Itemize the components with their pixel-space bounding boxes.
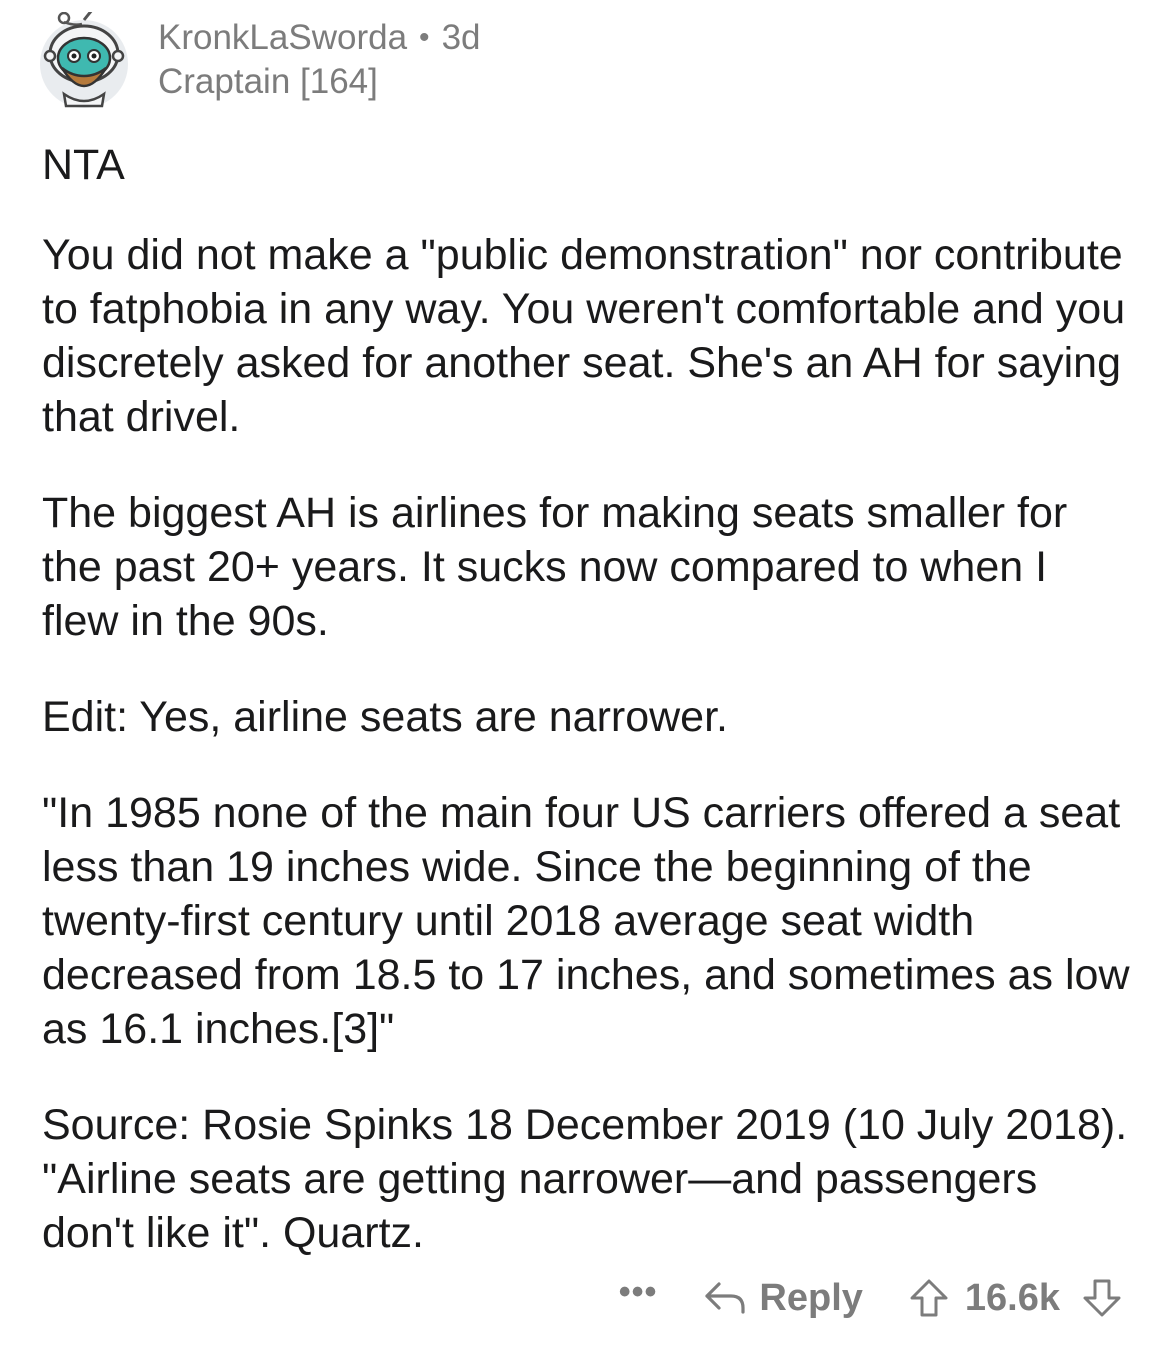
snoo-astronaut-avatar-icon	[36, 12, 132, 108]
avatar[interactable]	[36, 12, 132, 108]
comment-paragraph: You did not make a "public demonstration" nor contribute to fatphobia in any way. You weren't comfortable and you discretely asked for another seat. She's an AH for saying that drivel.	[42, 231, 1126, 441]
comment-paragraph: The biggest AH is airlines for making seats smaller for the past 20+ years. It sucks now compared to when I flew in the 90s.	[42, 489, 1068, 645]
comment-age: 3d	[441, 18, 481, 57]
username[interactable]: KronkLaSworda	[158, 18, 408, 57]
downvote-arrow-icon	[1082, 1278, 1122, 1318]
more-options-button[interactable]: •••	[618, 1272, 658, 1311]
reply-button[interactable]	[703, 1277, 862, 1320]
upvote-arrow-icon	[909, 1278, 949, 1318]
comment-paragraph: NTA	[42, 141, 125, 189]
vote-controls	[909, 1277, 1122, 1320]
separator-dot: •	[419, 21, 430, 54]
reply-arrow-icon	[703, 1280, 747, 1316]
comment-meta	[158, 16, 481, 104]
user-flair: Craptain [164]	[158, 62, 378, 101]
downvote-button[interactable]	[1082, 1278, 1122, 1318]
comment-actions	[619, 1268, 1122, 1328]
reply-label: Reply	[759, 1276, 863, 1319]
vote-score: 16.6k	[964, 1276, 1060, 1319]
upvote-button[interactable]	[909, 1278, 949, 1318]
comment-paragraph: "In 1985 none of the main four US carriers offered a seat less than 19 inches wide. Since the beginning of the twenty-first century until 2018 average seat width decreased from 18.5 to 17 inches, and sometimes as low as 16.1 inches.[3]"	[42, 789, 1130, 1053]
comment-header	[36, 10, 481, 110]
comment-paragraph: Source: Rosie Spinks 18 December 2019 (10 July 2018). "Airline seats are getting narrower—and passengers don't like it". Quartz.	[42, 1101, 1128, 1257]
comment-paragraph: Edit: Yes, airline seats are narrower.	[42, 693, 728, 741]
meta-top-row	[158, 16, 481, 60]
comment-body	[42, 138, 1132, 1302]
